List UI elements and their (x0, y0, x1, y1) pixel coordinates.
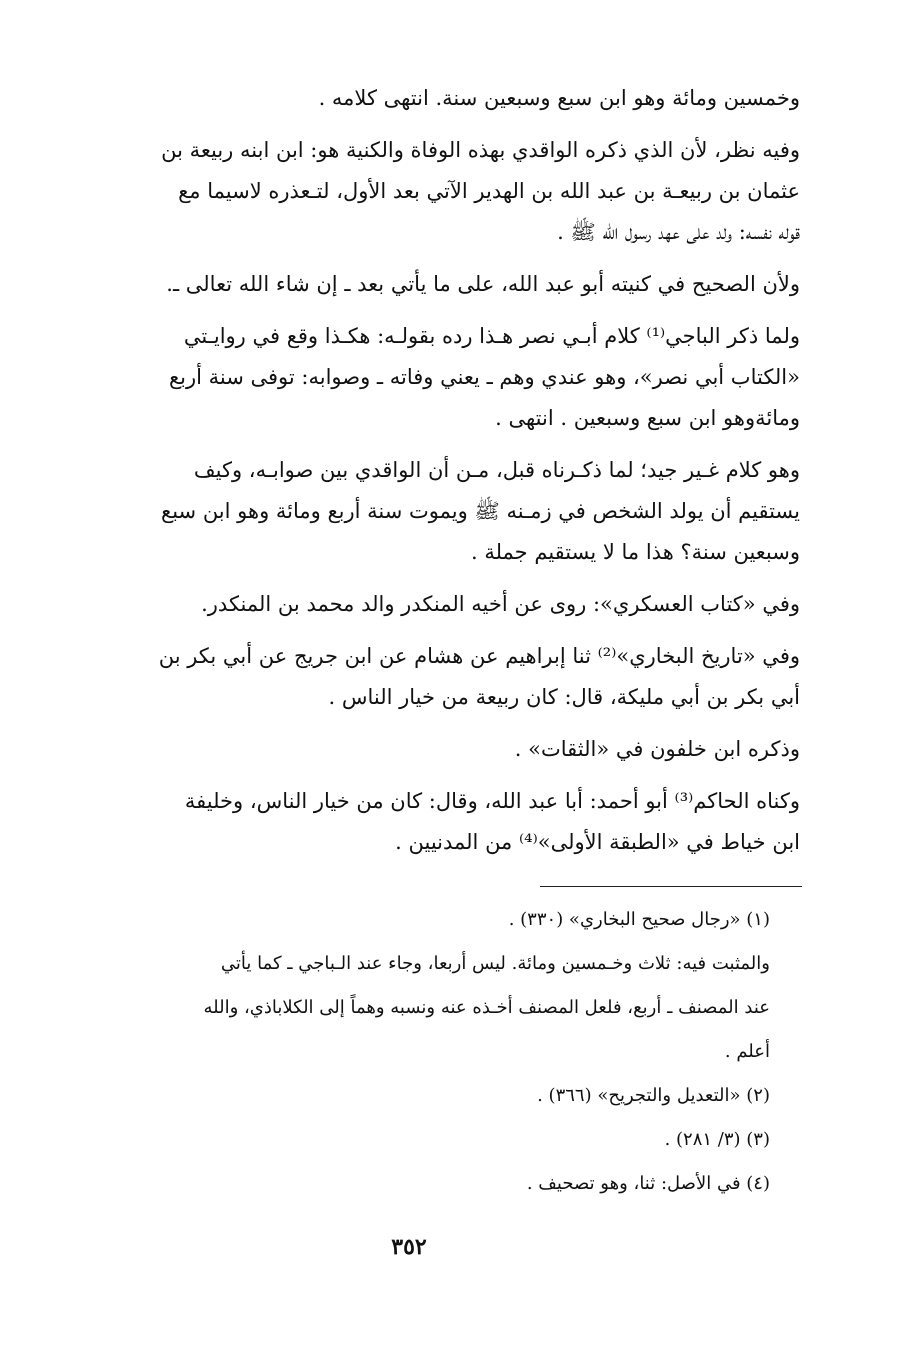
footnote-1-text: والمثبت فيه: ثلاث وخـمسين ومائة. ليس أربعا، وجاء عند الـباجي ـ كما يأتي (220, 953, 770, 974)
text-line: «الكتاب أبي نصر»، وهو عندي وهم ـ يعني وفاته ـ وصوابه: توفى سنة أربع (168, 365, 800, 389)
text-line: ابن خياط في «الطبقة الأولى»⁽⁴⁾ من المدنيين . (395, 830, 800, 854)
footnote-1: (١) «رجال صحيح البخاري» (٣٣٠) . (508, 909, 770, 930)
paragraph-6 (80, 584, 800, 625)
text-line: ولأن الصحيح في كنيته أبو عبد الله، على ما يأتي بعد ـ إن شاء الله تعالى ـ. (166, 272, 800, 296)
paragraph-8 (80, 729, 800, 770)
footnote-4: (٤) في الأصل: ثنا، وهو تصحيف . (526, 1173, 770, 1194)
text-line: وفي «كتاب العسكري»: روى عن أخيه المنكدر والد محمد بن المنكدر. (201, 592, 800, 616)
paragraph-9 (80, 781, 800, 863)
text-line: وكناه الحاكم⁽³⁾ أبو أحمد: أبا عبد الله، وقال: كان من خيار الناس، وخليفة (184, 789, 800, 813)
text-line: عثمان بن ربيعـة بن عبد الله بن الهدير الآتي بعد الأول، لتـعذره لاسيما مع (178, 179, 800, 203)
page-number: ٣٥٢ (391, 1234, 427, 1260)
paragraph-7 (80, 636, 800, 718)
paragraph-3 (80, 264, 800, 305)
text-line: وفي «تاريخ البخاري»⁽²⁾ ثنا إبراهيم عن هشام عن ابن جريج عن أبي بكر بن (158, 644, 800, 668)
footnote-1-text: أعلم . (724, 1041, 770, 1062)
paragraph-5 (80, 450, 800, 573)
footnote-separator (540, 886, 802, 887)
footnote-2: (٢) «التعديل والتجريح» (٣٦٦) . (537, 1085, 770, 1106)
footnotes (80, 898, 770, 1206)
text-line: قوله نفسه: ولد على عهد رسول الله ﷺ . (557, 220, 800, 244)
text-line: أبي بكر بن أبي مليكة، قال: كان ربيعة من خيار الناس . (328, 685, 800, 709)
text-line: يستقيم أن يولد الشخص في زمـنه ﷺ ويموت سنة أربع ومائة وهو ابن سبع (161, 499, 800, 523)
paragraph-4 (80, 316, 800, 439)
text-line: وفيه نظر، لأن الذي ذكره الواقدي بهذه الوفاة والكنية هو: ابن ابنه ربيعة بن (161, 138, 800, 162)
main-text (80, 78, 800, 874)
text-line: وهو كلام غـير جيد؛ لما ذكـرناه قبل، مـن أن الواقدي بين صوابـه، وكيف (193, 458, 800, 482)
paragraph-2 (80, 130, 800, 253)
paragraph-1 (80, 78, 800, 119)
text-line: وذكره ابن خلفون في «الثقات» . (514, 737, 800, 761)
text-line: وسبعين سنة؟ هذا ما لا يستقيم جملة . (470, 540, 800, 564)
text-line: وخمسين ومائة وهو ابن سبع وسبعين سنة. انتهى كلامه . (318, 86, 800, 110)
text-line: ولما ذكر الباجي⁽¹⁾ كلام أبـي نصر هـذا رده بقولـه: هكـذا وقع في روايـتي (183, 324, 800, 348)
footnote-3: (٣) (٣/ ٢٨١) . (664, 1129, 770, 1150)
footnote-1-text: عند المصنف ـ أربع، فلعل المصنف أخـذه عنه ونسبه وهماً إلى الكلاباذي، والله (203, 997, 770, 1018)
text-line: ومائةوهو ابن سبع وسبعين . انتهى . (495, 406, 800, 430)
